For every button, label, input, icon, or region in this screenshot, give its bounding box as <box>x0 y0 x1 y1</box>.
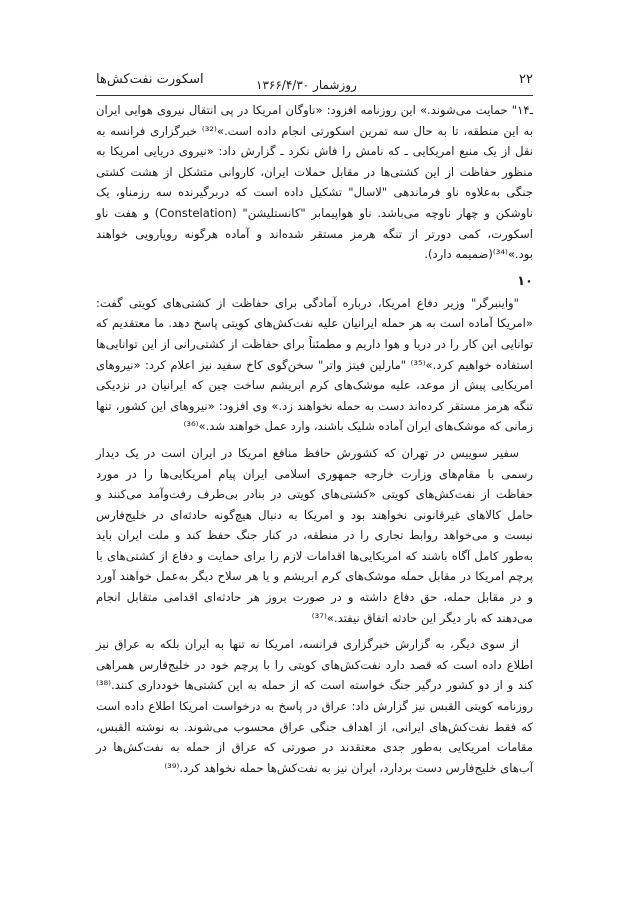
page-body <box>96 100 533 784</box>
page-header <box>96 70 533 98</box>
paragraph-2: "واینبرگر" وزیر دفاع امریکا، درباره آمادگی برای حفاظت از کشتی‌های کویتی گفت: «امریکا آماده است به هر حمله ایرانیان علیه نفت‌کش‌های کویتی پاسخ دهد. ما معتقدیم که توانایی این کار را در دریا و هوا داریم و مطمئناً برای حفاظت از کشتی‌رانی از این توانایی‌ها استفاده خواهیم کرد.»⁽³⁵⁾ "مارلین فیتز واتر" سخن‌گوی کاخ سفید نیز اعلام کرد: «نیروهای امریکایی پیش از موعد، علیه موشک‌های کرم ابریشم ساخت چین که ایرانیان در نزدیکی تنگه هرمز مستقر کرده‌اند دست به حمله نخواهند زد.» وی افزود: «نیروهای این کشور، تنها زمانی که موشک‌های ایران آماده شلیک باشند، وارد عمل خواهند شد.»⁽³⁶⁾ <box>96 295 533 434</box>
page-number: ۲۲ <box>519 72 533 87</box>
header-divider <box>96 95 533 96</box>
paragraph-4: از سوی دیگر، به گزارش خبرگزاری فرانسه، امریکا نه تنها به ایران بلکه به عراق نیز اطلاع داده است که قصد دارد نفت‌کش‌های کویتی را با پرچم خود در خلیج‌فارس همراهی کند و از دو کشور درگیر جنگ خواسته است که از حمله به این کشتی‌ها خودداری کنند.⁽³⁸⁾ روزنامه کویتی القبس نیز گزارش داد: عراق در پاسخ به درخواست امریکا اطلاع داده است که فقط نفت‌کش‌های ایرانی، از اهداف جنگی عراق محسوب می‌شوند. به نوشته القبس، مقامات امریکایی به‌طور جدی معتقدند در صورتی که عراق از حمله به نفت‌کش‌ها در آب‌های خلیج‌فارس دست بردارد، ایران نیز به نفت‌کش‌ها حمله نخواهد کرد.⁽³⁹⁾ <box>96 637 533 775</box>
paragraph-3: سفیر سوییس در تهران که کشورش حافظ منافع امریکا در ایران است در یک دیدار رسمی با مقام‌های وزارت خارجه جمهوری اسلامی ایران پیام امریکایی‌ها را در مورد حفاظت از نفت‌کش‌های کویتی «کشتی‌های کویتی در بنادر بی‌طرف رفت‌وآمد می‌کنند و حامل کالاهای غیرقانونی نخواهند بود و امریکا به دنبال هیچ‌گونه حادثه‌ای در خلیج‌فارس نیست و می‌خواهد روابط تجاری را در منطقه، در کنار جنگ حفظ کند و ملت ایران باید به‌طور کامل آگاه باشند که امریکایی‌ها اقدامات لازم را برای حمایت و دفاع از کشتی‌های با پرچم امریکا در مقابل حمله موشک‌های کرم ابریشم و یا هر سلاح دیگر به‌عمل خواهند آورد و در مقابل حمله، حق دفاع داشته و در صورت بروز هر حادثه‌ای اقدامی متقابل انجام می‌دهند که بار دیگر این حادثه اتفاق نیفتد.»⁽³⁷⁾ <box>96 445 533 625</box>
section-number: ۱۰ <box>517 273 533 289</box>
running-title: اسکورت نفت‌کش‌ها <box>96 72 204 87</box>
paragraph-1: ـ۱۴" حمایت می‌شوند.» این روزنامه افزود: «ناوگان امریکا در پی انتقال نیروی هوایی ایران به این منطقه، تا به حال سه تمرین اسکورتی انجام داده است.»⁽³²⁾ خبرگزاری فرانسه به نقل از یک منبع امریکایی ـ که نامش را فاش نکرد ـ گزارش داد: «نیروی دریایی امریکا به منظور حفاظت از این کشتی‌ها در مقابل حملات ایران، کاروانی متشکل از هشت کشتی جنگی به‌علاوه ناو فرماندهی "لاسال" تشکیل داده است که دربرگیرنده سه رزمناو، یک ناوشکن و چهار ناوچه می‌باشد. ناو هواپیمابر "کانستلیشن" (Constelation) و هفت ناو اسکورت، کمی دورتر از تنگه هرمز مستقر شده‌اند و آماده هرگونه رویارویی خواهند بود.»⁽³⁴⁾(ضمیمه دارد). <box>96 103 533 262</box>
date-stamp: روزشمار ۱۳۶۶/۴/۳۰ <box>256 78 357 92</box>
